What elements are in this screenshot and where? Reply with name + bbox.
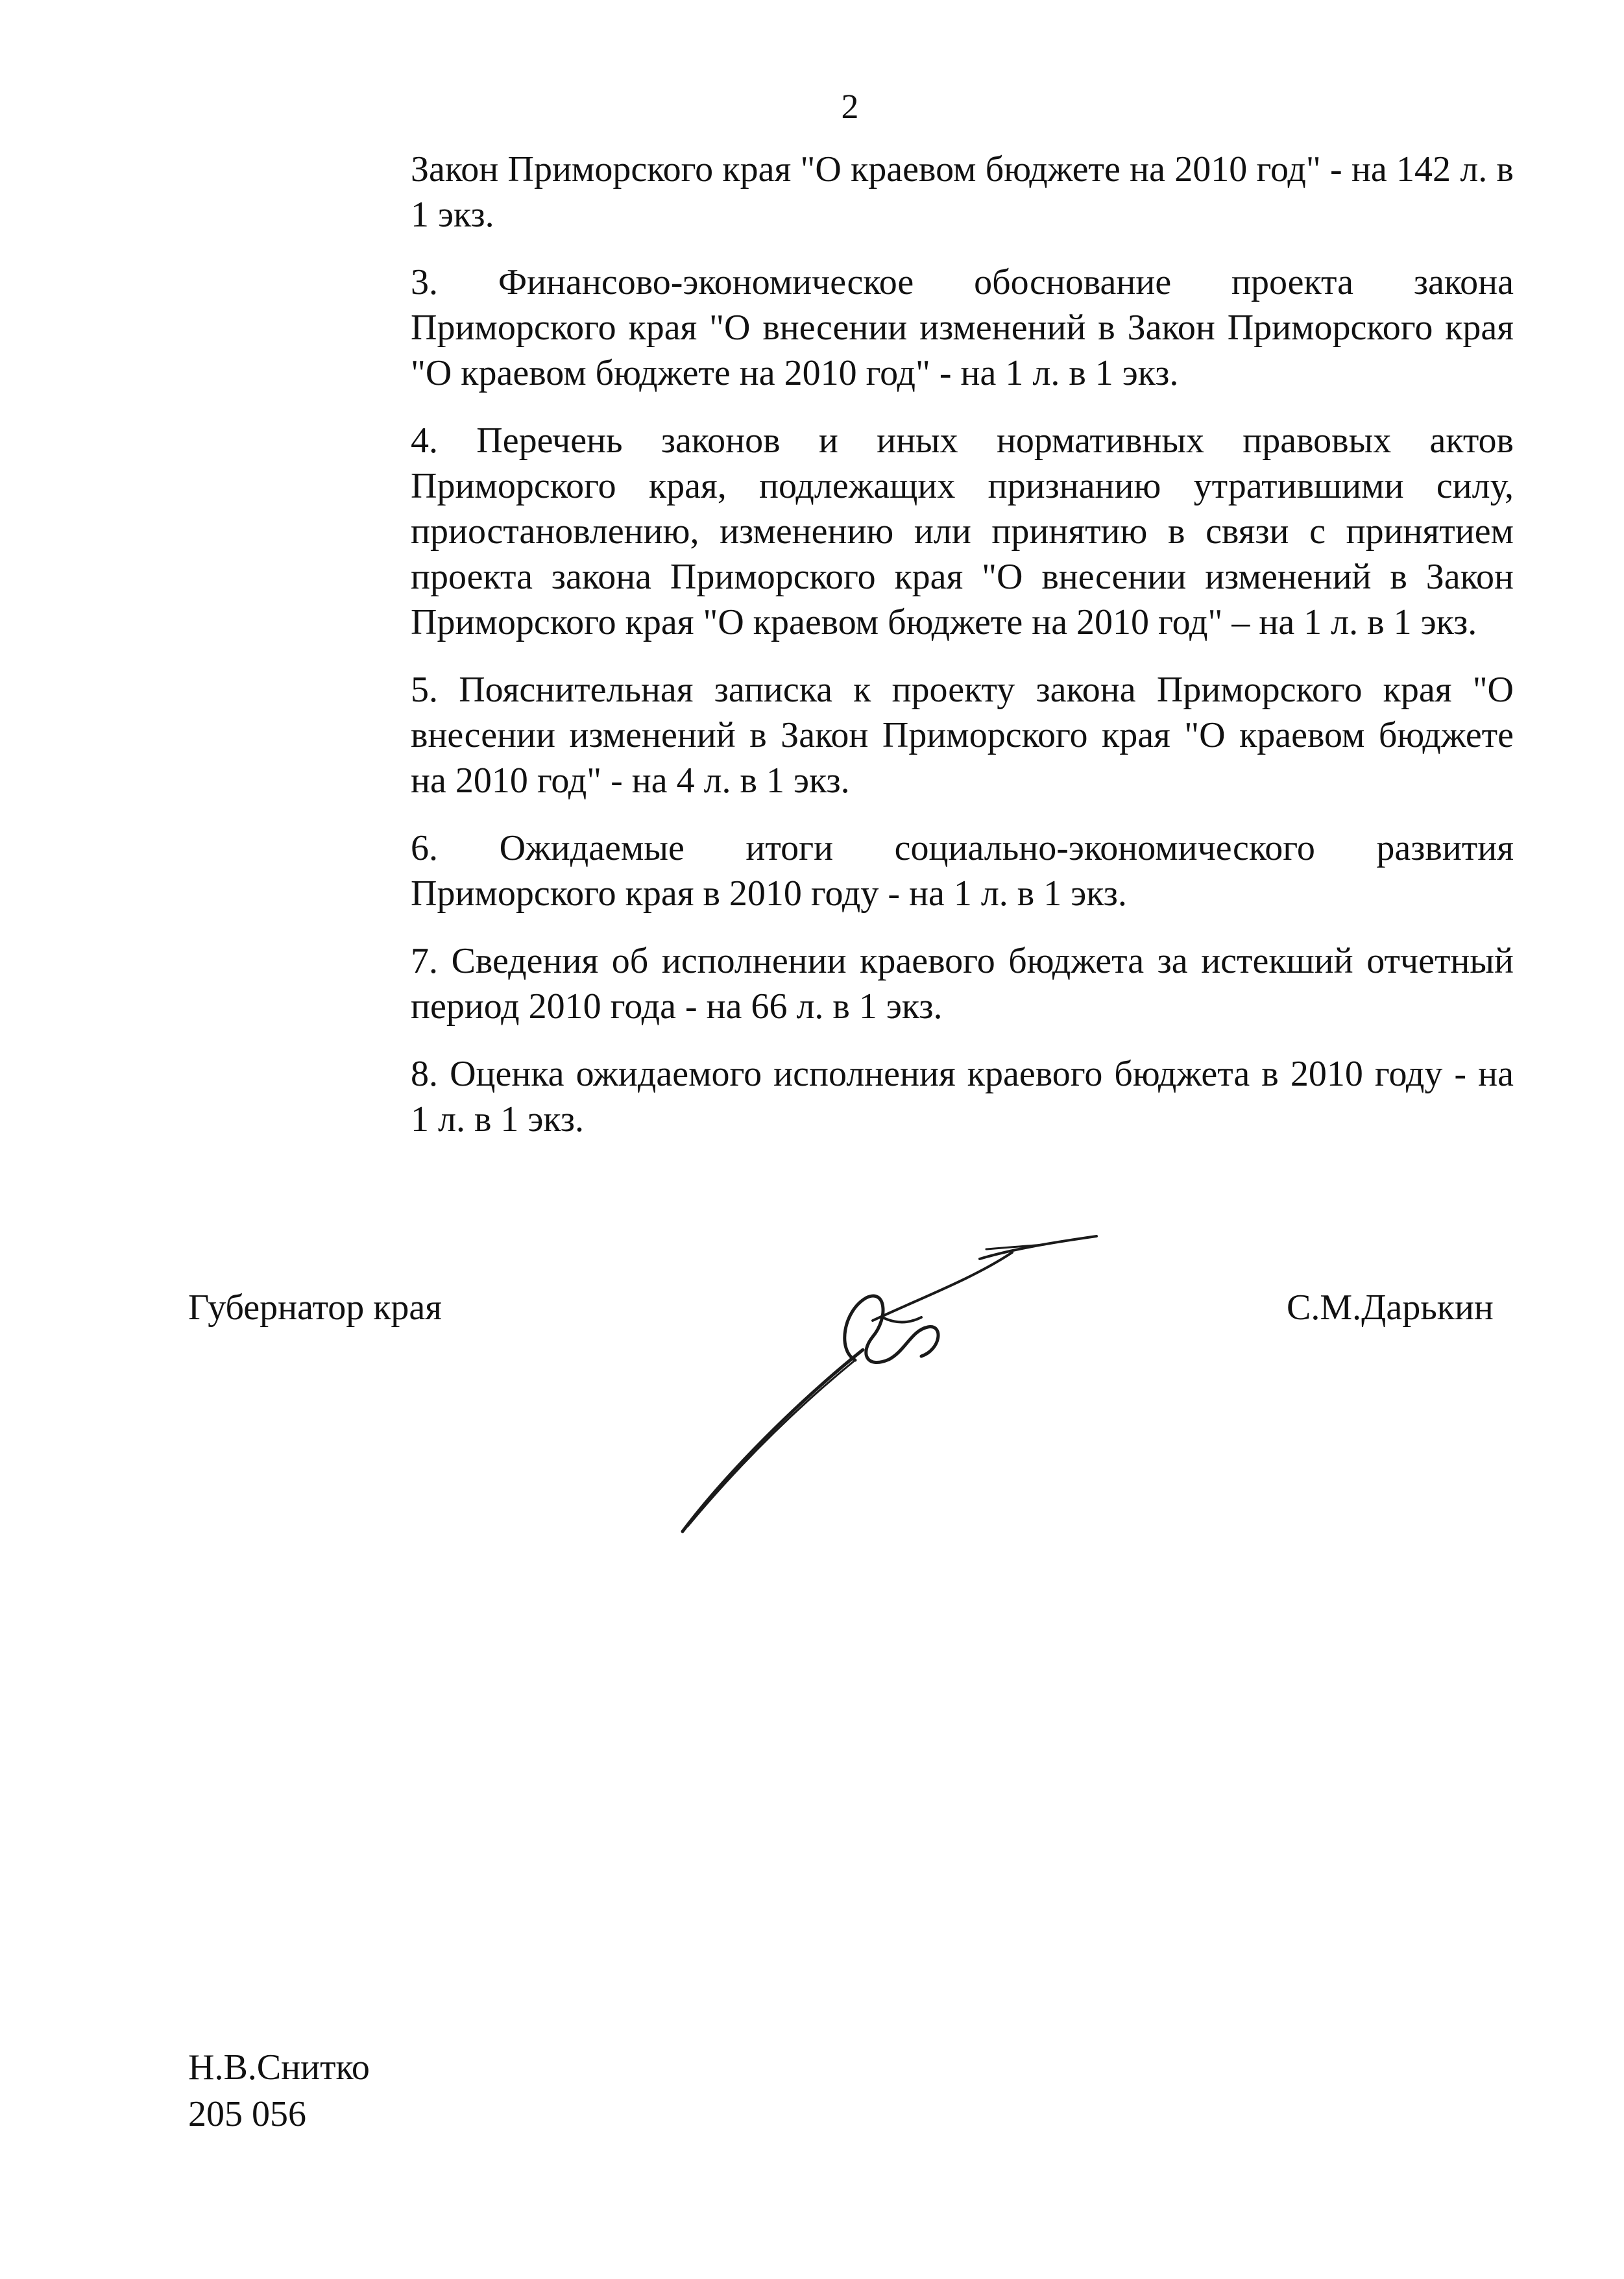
list-item: 7. Сведения об исполнении краевого бюджета за истекший отчетный период 2010 года - на 66 л. в 1 экз. <box>411 941 1514 1027</box>
signature-block <box>0 1285 1624 1343</box>
list-item: 5. Пояснительная записка к проекту закона Приморского края "О внесении изменений в Закон Приморского края "О краевом бюджете на 2010 год" - на 4 л. в 1 экз. <box>411 670 1514 801</box>
page-number: 2 <box>841 87 859 126</box>
list-item: 8. Оценка ожидаемого исполнения краевого бюджета в 2010 году - на 1 л. в 1 экз. <box>411 1054 1514 1140</box>
executor-info <box>188 2044 370 2138</box>
executor-name: Н.В.Снитко <box>188 2047 370 2088</box>
executor-phone: 205 056 <box>188 2094 306 2134</box>
list-item: 3. Финансово-экономическое обоснование проекта закона Приморского края "О внесении изменений в Закон Приморского края "О краевом бюджете на 2010 год" - на 1 л. в 1 экз. <box>411 262 1514 393</box>
list-item: 4. Перечень законов и иных нормативных правовых актов Приморского края, подлежащих признанию утратившими силу, приостановлению, изменению или принятию в связи с принятием проекта закона Приморского края "О внесении изменений в Закон Приморского края "О краевом бюджете на 2010 год" – на 1 л. в 1 экз. <box>411 420 1514 642</box>
signer-name: С.М.Дарькин <box>1287 1287 1494 1328</box>
list-item: Закон Приморского края "О краевом бюджете на 2010 год" - на 142 л. в 1 экз. <box>411 149 1514 235</box>
list-item: 6. Ожидаемые итоги социально-экономического развития Приморского края в 2010 году - на 1 л. в 1 экз. <box>411 828 1514 914</box>
signer-title: Губернатор края <box>188 1287 442 1328</box>
signature-stroke <box>688 1360 855 1526</box>
